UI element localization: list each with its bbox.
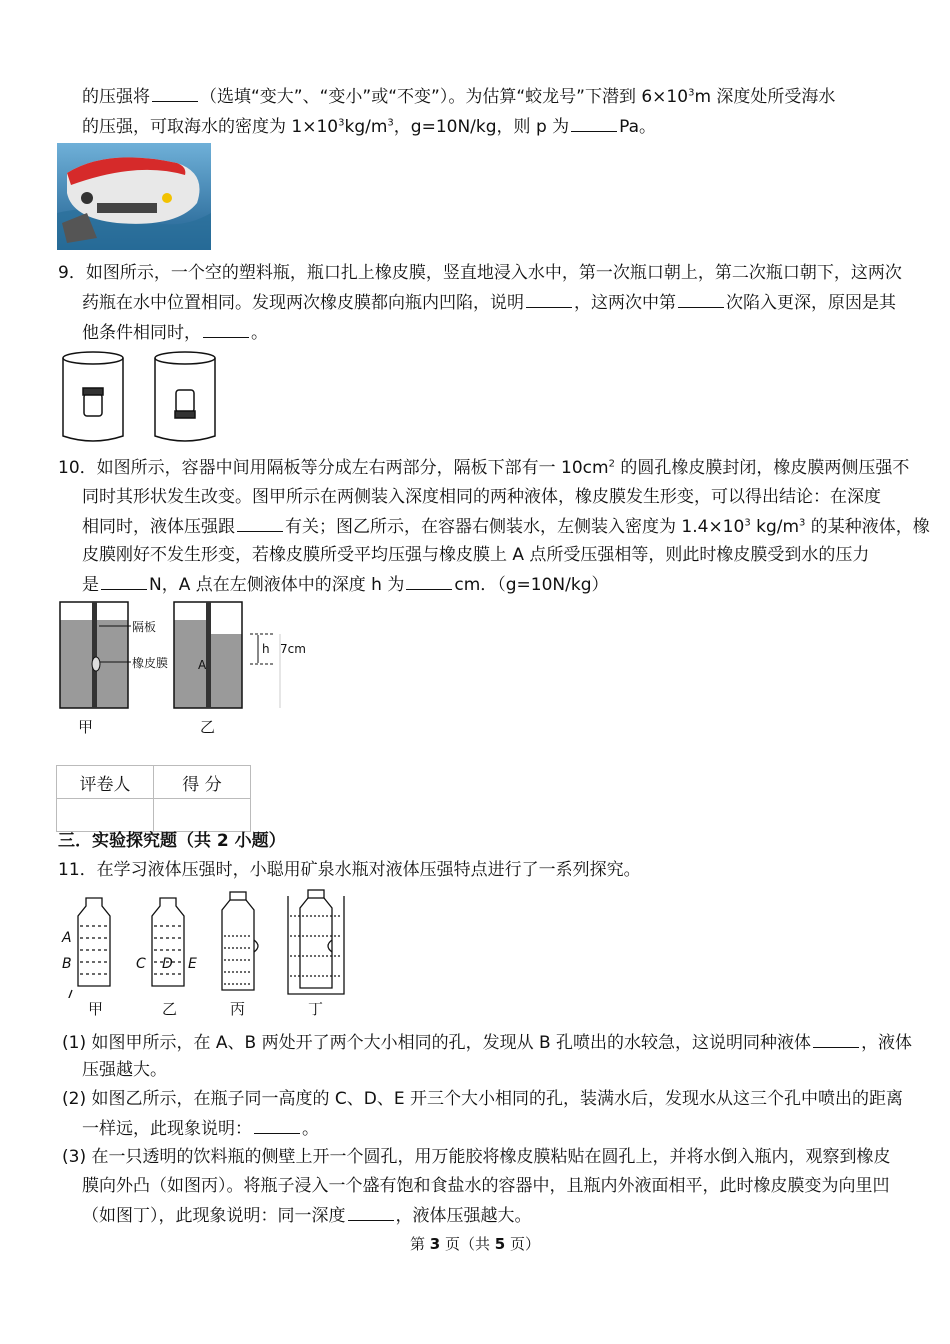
label-e: E [188, 956, 197, 972]
text: 药瓶在水中位置相同。发现两次橡皮膜都向瓶内凹陷，说明 [82, 293, 524, 313]
label-a: A [198, 658, 207, 672]
text: ，液体压强越大。 [395, 1206, 532, 1226]
section-title: 三．实验探究题（共 2 小题） [58, 831, 286, 851]
label-c: C [136, 956, 146, 972]
text: 相同时，液体压强跟 [82, 517, 235, 537]
q11-p2-line2 [82, 1116, 319, 1141]
q10-figure [58, 598, 318, 738]
text: kg/m [750, 517, 800, 537]
exponent: 3 [744, 517, 751, 529]
label-h: h [262, 642, 270, 656]
text: 。 [251, 323, 268, 343]
label-depth: 7cm [280, 642, 306, 656]
q11-intro: 11．在学习液体压强时，小聪用矿泉水瓶对液体压强特点进行了一系列探究。 [58, 860, 641, 880]
submarine-photo [57, 143, 211, 250]
text: 是 [82, 575, 99, 595]
text: 的某种液体，橡 [805, 517, 930, 537]
reviewer-header: 评卷人 [57, 766, 154, 799]
answer-blank[interactable] [813, 1030, 859, 1048]
q11-p3-line2: 膜向外凸（如图丙）。将瓶子浸入一个盛有饱和食盐水的容器中，且瓶内外液面相平，此时橡皮膜变为向里凹 [82, 1176, 890, 1196]
label-b: B [62, 956, 72, 972]
text: kg/m [344, 117, 388, 137]
grade-table [56, 765, 251, 832]
answer-blank[interactable] [406, 572, 452, 590]
label-a: A [62, 930, 72, 946]
label-yi: 乙 [162, 1000, 178, 1018]
text: 次陷入更深，原因是其 [726, 293, 896, 313]
label-membrane: 橡皮膜 [132, 656, 169, 670]
exponent: 3 [387, 117, 394, 129]
answer-blank[interactable] [348, 1203, 394, 1221]
text: ，g=10N/kg，则 p 为 [393, 117, 570, 137]
text: 。 [302, 1119, 319, 1139]
text: 的压强将 [82, 87, 150, 107]
exponent: 3 [338, 117, 345, 129]
q11-p3-line3 [82, 1203, 532, 1228]
q10-line1 [58, 456, 909, 480]
answer-blank[interactable] [571, 114, 617, 132]
text: （选填“变大”、“变小”或“不变”）。为估算“蛟龙号”下潜到 6×10 [200, 87, 689, 107]
page-number: 3 [429, 1235, 441, 1253]
text: m 深度处所受海水 [694, 87, 836, 107]
q8-line2 [82, 114, 656, 139]
q9-line2 [82, 290, 896, 315]
text: 他条件相同时， [82, 323, 201, 343]
label-d: D [162, 956, 173, 972]
text: 第 [410, 1235, 430, 1253]
text: ，液体 [861, 1033, 913, 1053]
q11-p2-line1: (2) 如图乙所示，在瓶子同一高度的 C、D、E 开三个大小相同的孔，装满水后，发现水从这三个孔中喷出的距离 [62, 1089, 903, 1109]
text: 10．如图所示，容器中间用隔板等分成左右两部分，隔板下部有一 10cm [58, 458, 609, 478]
text: Pa。 [619, 117, 657, 137]
score-header: 得 分 [154, 766, 251, 799]
label-yi: 乙 [200, 718, 216, 736]
q11-p1-line2: 压强越大。 [82, 1060, 167, 1080]
answer-blank[interactable] [678, 290, 724, 308]
text: 的圆孔橡皮膜封闭，橡皮膜两侧压强不 [614, 458, 910, 478]
q8-line1 [82, 84, 835, 109]
label-jia: 甲 [88, 1000, 104, 1018]
exponent: 3 [688, 87, 695, 99]
q10-line2: 同时其形状发生改变。图甲所示在两侧装入深度相同的两种液体，橡皮膜发生形变，可以得出结论：在深度 [82, 487, 881, 507]
text: 的压强，可取海水的密度为 1×10 [82, 117, 339, 137]
q9-figure [58, 348, 228, 452]
q11-p3-line1: (3) 在一只透明的饮料瓶的侧壁上开一个圆孔，用万能胶将橡皮膜粘贴在圆孔上，并将水倒入瓶内，观察到橡皮 [62, 1147, 891, 1167]
label-ding: 丁 [308, 1000, 324, 1018]
q11-p1-line1 [62, 1030, 912, 1055]
q10-line3 [82, 514, 930, 539]
text: cm．（g=10N/kg） [454, 575, 609, 595]
label-bing: 丙 [230, 1000, 246, 1018]
q11-figure [58, 886, 358, 1022]
q10-line5 [82, 572, 609, 597]
text: 页（共 [440, 1235, 495, 1253]
answer-blank[interactable] [152, 84, 198, 102]
exponent: 2 [608, 458, 615, 470]
text: 页） [505, 1235, 540, 1253]
text: （如图丁），此现象说明：同一深度 [82, 1206, 346, 1226]
label-jia: 甲 [78, 718, 94, 736]
answer-blank[interactable] [237, 514, 283, 532]
total-pages: 5 [494, 1235, 506, 1253]
text: 有关；图乙所示，在容器右侧装水，左侧装入密度为 1.4×10 [285, 517, 745, 537]
q9-line1: 9．如图所示，一个空的塑料瓶，瓶口扎上橡皮膜，竖直地浸入水中，第一次瓶口朝上，第二次瓶口朝下，这两次 [58, 263, 902, 283]
page-footer [0, 1233, 950, 1254]
answer-blank[interactable] [254, 1116, 300, 1134]
q10-line4: 皮膜刚好不发生形变，若橡皮膜所受平均压强与橡皮膜上 A 点所受压强相等，则此时橡皮膜受到水的压力 [82, 545, 870, 565]
text: N，A 点在左侧液体中的深度 h 为 [149, 575, 405, 595]
text: 一样远，此现象说明： [82, 1119, 252, 1139]
reviewer-cell[interactable] [57, 799, 154, 832]
text: ，这两次中第 [574, 293, 676, 313]
exponent: 3 [799, 517, 806, 529]
text: (1) 如图甲所示，在 A、B 两处开了两个大小相同的孔，发现从 B 孔喷出的水较急，这说明同种液体 [62, 1033, 812, 1053]
score-cell[interactable] [154, 799, 251, 832]
q9-line3 [82, 320, 268, 345]
label-partition: 隔板 [132, 620, 157, 634]
answer-blank[interactable] [526, 290, 572, 308]
answer-blank[interactable] [203, 320, 249, 338]
answer-blank[interactable] [101, 572, 147, 590]
